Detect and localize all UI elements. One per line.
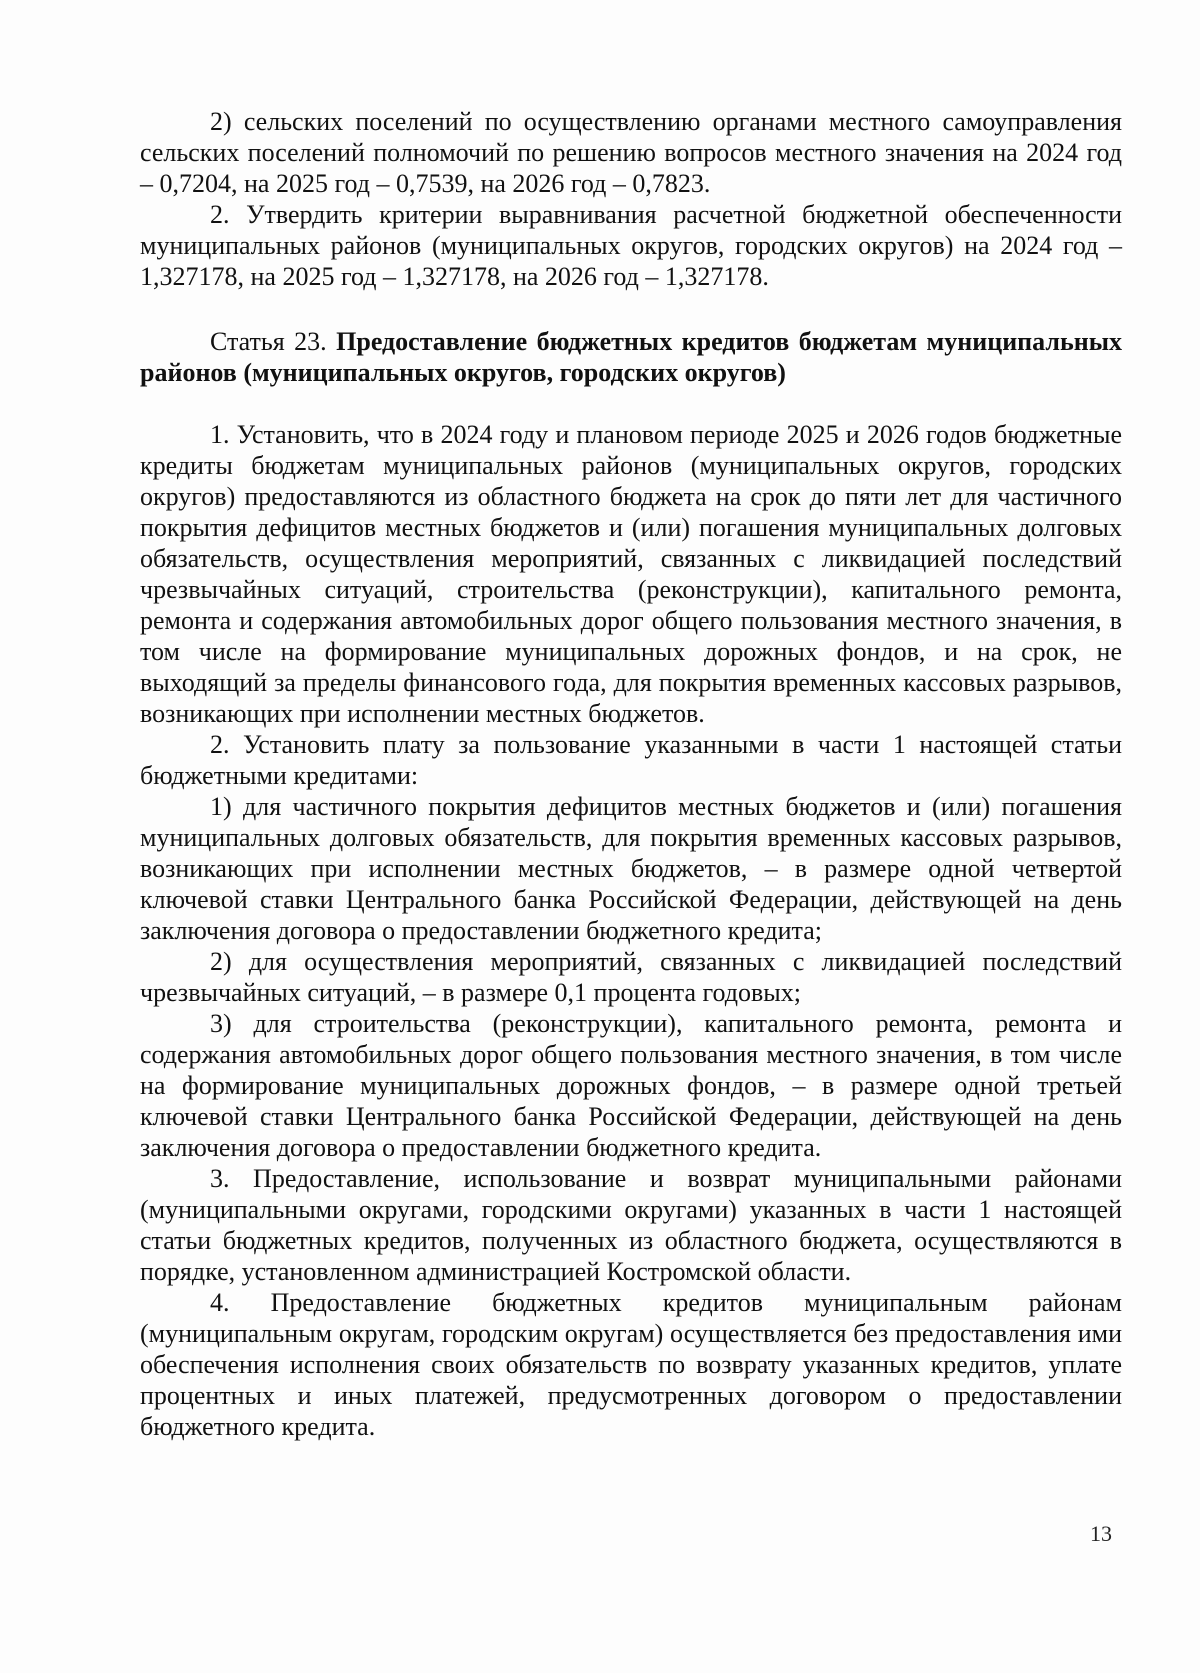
- paragraph-item-3: 3. Предоставление, использование и возврат муниципальными районами (муниципальными округами, городскими округами) указанных в части 1 настоящей статьи бюджетных кредитов, полученных из областного бюджета, осуществляются в порядке, установленном администрацией Костромской области.: [140, 1164, 1122, 1286]
- paragraph-subitem-1: 1) для частичного покрытия дефицитов местных бюджетов и (или) погашения муниципальных долговых обязательств, для покрытия временных кассовых разрывов, возникающих при исполнении местных бюджетов, – в размере одной четвертой ключевой ставки Центрального банка Российской Федерации, действующей на день заключения договора о предоставлении бюджетного кредита;: [140, 792, 1122, 945]
- paragraph-item-4: 4. Предоставление бюджетных кредитов муниципальным районам (муниципальным округам, городским округам) осуществляется без предоставления ими обеспечения исполнения своих обязательств по возврату указанных кредитов, уплате процентных и иных платежей, предусмотренных договором о предоставлении бюджетного кредита.: [140, 1288, 1122, 1441]
- paragraph-equalization-criteria: 2. Утвердить критерии выравнивания расчетной бюджетной обеспеченности муниципальных районов (муниципальных округов, городских округов) на 2024 год – 1,327178, на 2025 год – 1,327178, на 2026 год – 1,327178.: [140, 200, 1122, 291]
- article-heading: [140, 326, 1122, 388]
- paragraph-subitem-2: 2) для осуществления мероприятий, связанных с ликвидацией последствий чрезвычайных ситуаций, – в размере 0,1 процента годовых;: [140, 947, 1122, 1007]
- paragraph-rural-settlements: 2) сельских поселений по осуществлению органами местного самоуправления сельских поселений полномочий по решению вопросов местного значения на 2024 год – 0,7204, на 2025 год – 0,7539, на 2026 год – 0,7823.: [140, 107, 1122, 198]
- document-body: [140, 106, 1122, 1442]
- spacer: [140, 292, 1122, 326]
- paragraph-item-1: 1. Установить, что в 2024 году и плановом периоде 2025 и 2026 годов бюджетные кредиты бюджетам муниципальных районов (муниципальных округов, городских округов) предоставляются из областного бюджета на срок до пяти лет для частичного покрытия дефицитов местных бюджетов и (или) погашения муниципальных долговых обязательств, осуществления мероприятий, связанных с ликвидацией последствий чрезвычайных ситуаций, строительства (реконструкции), капитального ремонта, ремонта и содержания автомобильных дорог общего пользования местного значения, в том числе на формирование муниципальных дорожных фондов, и на срок, не выходящий за пределы финансового года, для покрытия временных кассовых разрывов, возникающих при исполнении местных бюджетов.: [140, 420, 1122, 728]
- article-label: Статья 23.: [210, 327, 327, 356]
- article-title: Предоставление бюджетных кредитов бюджетам муниципальных районов (муниципальных округов, городских округов): [140, 327, 1123, 387]
- spacer: [140, 388, 1122, 419]
- page-number: 13: [1090, 1521, 1112, 1546]
- paragraph-subitem-3: 3) для строительства (реконструкции), капитального ремонта, ремонта и содержания автомобильных дорог общего пользования местного значения, в том числе на формирование муниципальных дорожных фондов, – в размере одной третьей ключевой ставки Центрального банка Российской Федерации, действующей на день заключения договора о предоставлении бюджетного кредита.: [140, 1009, 1122, 1162]
- paragraph-item-2: 2. Установить плату за пользование указанными в части 1 настоящей статьи бюджетными кредитами:: [140, 730, 1122, 790]
